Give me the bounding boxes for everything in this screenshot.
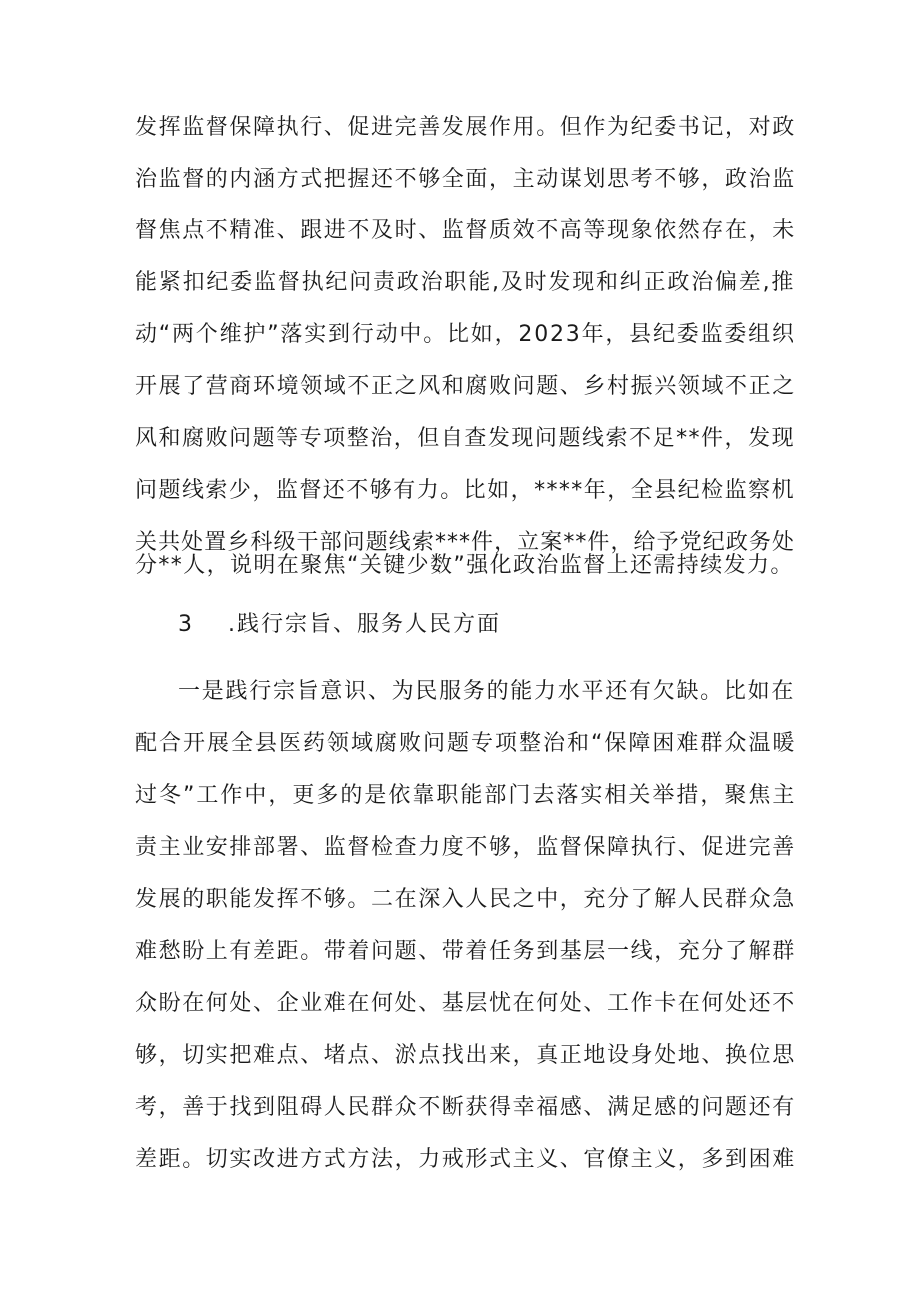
section-number: 3 bbox=[178, 612, 194, 637]
paragraph-line: 过冬”工作中，更多的是依靠职能部门去落实相关举措，聚焦主 bbox=[135, 783, 797, 808]
paragraph-line: 能紧扣纪委监督执纪问责政治职能,及时发现和纠正政治偏差,推 bbox=[135, 270, 796, 295]
paragraph-line: 差距。切实改进方式方法，力戒形式主义、官僚主义，多到困难 bbox=[135, 1147, 796, 1172]
paragraph-line: 发展的职能发挥不够。二在深入人民之中，充分了解人民群众急 bbox=[135, 887, 796, 912]
paragraph-line: 众盼在何处、企业难在何处、基层忧在何处、工作卡在何处还不 bbox=[135, 991, 796, 1016]
paragraph-line: 够，切实把难点、堵点、淤点找出来，真正地设身处地、换位思 bbox=[135, 1043, 796, 1068]
paragraph-line: 一是践行宗旨意识、为民服务的能力水平还有欠缺。比如在 bbox=[178, 679, 795, 704]
section-title: .践行宗旨、服务人民方面 bbox=[228, 612, 501, 637]
paragraph-line: 开展了营商环境领域不正之风和腐败问题、乡村振兴领域不正之 bbox=[135, 374, 796, 399]
paragraph-line: 问题线索少，监督还不够有力。比如，****年，全县纪检监察机 bbox=[135, 478, 795, 503]
paragraph-line: 分**人，说明在聚焦“关键少数”强化政治监督上还需持续发力。 bbox=[135, 553, 794, 578]
paragraph-line: 动“两个维护”落实到行动中。比如，2023年，县纪委监委组织 bbox=[135, 322, 796, 347]
paragraph-line: 发挥监督保障执行、促进完善发展作用。但作为纪委书记，对政 bbox=[135, 115, 796, 140]
paragraph-line: 关共处置乡科级干部问题线索***件，立案**件，给予党纪政务处 bbox=[135, 530, 795, 555]
paragraph-line: 难愁盼上有差距。带着问题、带着任务到基层一线，充分了解群 bbox=[135, 939, 796, 964]
paragraph-line: 治监督的内涵方式把握还不够全面，主动谋划思考不够，政治监 bbox=[135, 167, 796, 192]
paragraph-line: 督焦点不精准、跟进不及时、监督质效不高等现象依然存在，未 bbox=[135, 218, 796, 243]
paragraph-line: 风和腐败问题等专项整治，但自查发现问题线索不足**件，发现 bbox=[135, 426, 795, 451]
section-heading bbox=[178, 610, 501, 640]
paragraph-line: 责主业安排部署、监督检查力度不够，监督保障执行、促进完善 bbox=[135, 835, 796, 860]
paragraph-line: 配合开展全县医药领域腐败问题专项整治和“保障困难群众温暖 bbox=[135, 731, 797, 756]
paragraph-line: 考，善于找到阻碍人民群众不断获得幸福感、满足感的问题还有 bbox=[135, 1095, 796, 1120]
